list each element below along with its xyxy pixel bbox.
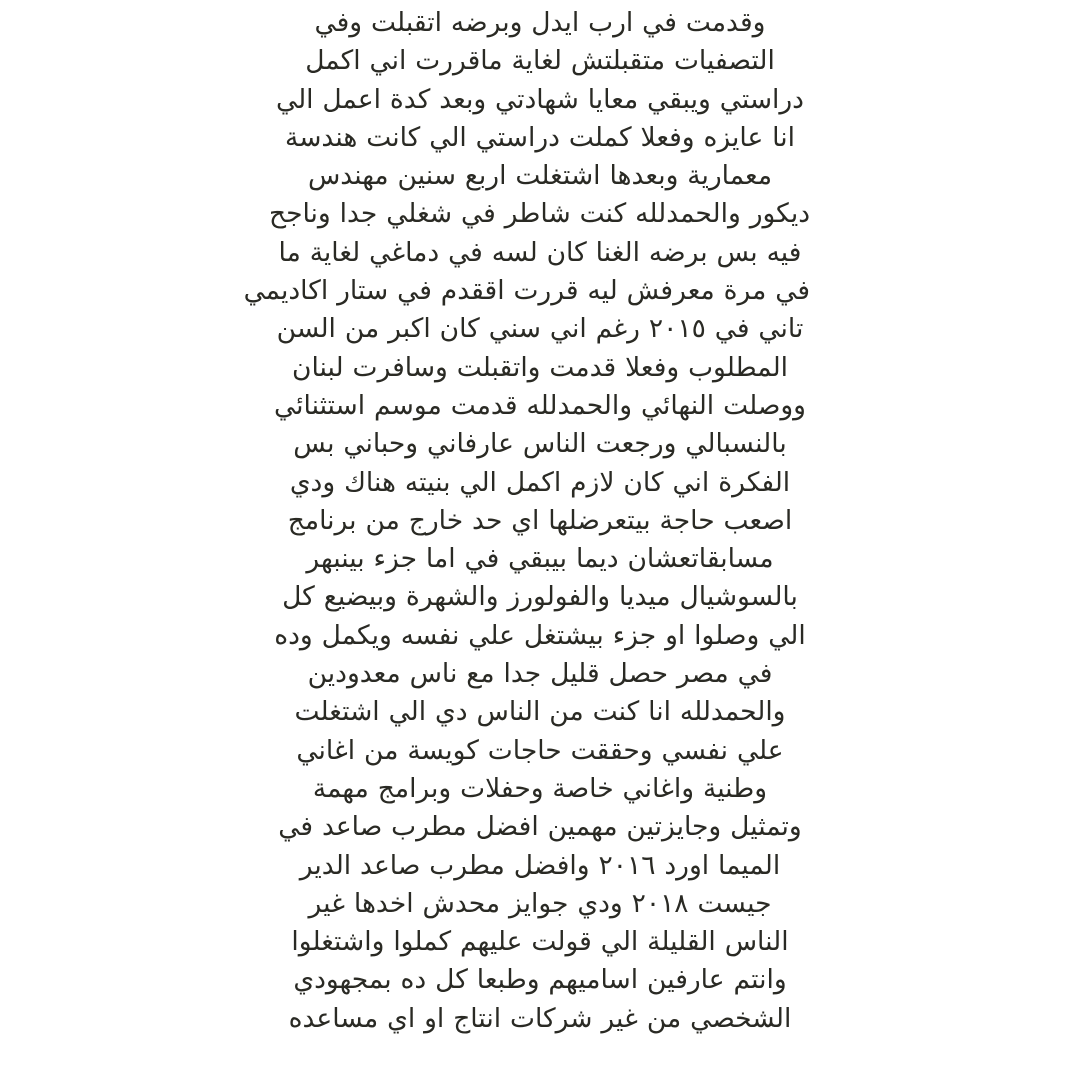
text-line: تاني في ٢٠١٥ رغم اني سني كان اكبر من السن [276,313,804,345]
text-line: الفكرة اني كان لازم اكمل الي بنيته هناك ودي [289,466,791,498]
text-line: والحمدلله انا كنت من الناس دي الي اشتغلت [294,696,786,728]
text-line: فيه بس برضه الغنا كان لسه في دماغي لغاية ما [278,236,802,268]
text-line: التصفيات متقبلتش لغاية ماقررت اني اكمل [305,45,775,77]
text-line: المطلوب وفعلا قدمت واتقبلت وسافرت لبنان [291,351,789,383]
text-line: بالسوشيال ميديا والفولورز والشهرة وبيضيع كل [282,581,798,613]
text-line: وتمثيل وجايزتين مهمين افضل مطرب صاعد في [278,811,802,843]
text-line: ووصلت النهائي والحمدلله قدمت موسم استثنائي [274,389,806,421]
text-line: في مصر حصل قليل جدا مع ناس معدودين [307,658,773,690]
text-line: الناس القليلة الي قولت عليهم كملوا واشتغلوا [291,926,789,958]
text-line: جيست ٢٠١٨ ودي جوايز محدش اخدها غير [308,887,772,919]
text-line: بالنسبالي ورجعت الناس عارفاني وحباني بس [293,428,787,460]
text-line: معمارية وبعدها اشتغلت اربع سنين مهندس [307,160,773,192]
text-line: مسابقاتعشان ديما بيبقي في اما جزء بينبهر [306,543,774,575]
text-line: اصعب حاجة بيتعرضلها اي حد خارج من برنامج [287,504,793,536]
text-line: وطنية واغاني خاصة وحفلات وبرامج مهمة [312,772,768,804]
text-line: دراستي ويبقي معايا شهادتي وبعد كدة اعمل الي [275,83,804,115]
text-line: علي نفسي وحققت حاجات كويسة من اغاني [296,734,784,766]
text-line: انا عايزه وفعلا كملت دراستي الي كانت هندسة [285,121,795,153]
text-line: ديكور والحمدلله كنت شاطر في شغلي جدا وناجح [268,198,810,230]
text-line: في مرة معرفش ليه قررت اققدم في ستار اكاديمي [243,275,810,307]
text-line: وقدمت في ارب ايدل وبرضه اتقبلت وفي [314,7,766,38]
text-line: وانتم عارفين اساميهم وطبعا كل ده بمجهودي [293,964,787,996]
text-line: الميما اورد ٢٠١٦ وافضل مطرب صاعد الدير [299,849,781,881]
text-line: الشخصي من غير شركات انتاج او اي مساعده [288,1002,792,1034]
text-line: الي وصلوا او جزء بيشتغل علي نفسه ويكمل وده [274,619,806,651]
